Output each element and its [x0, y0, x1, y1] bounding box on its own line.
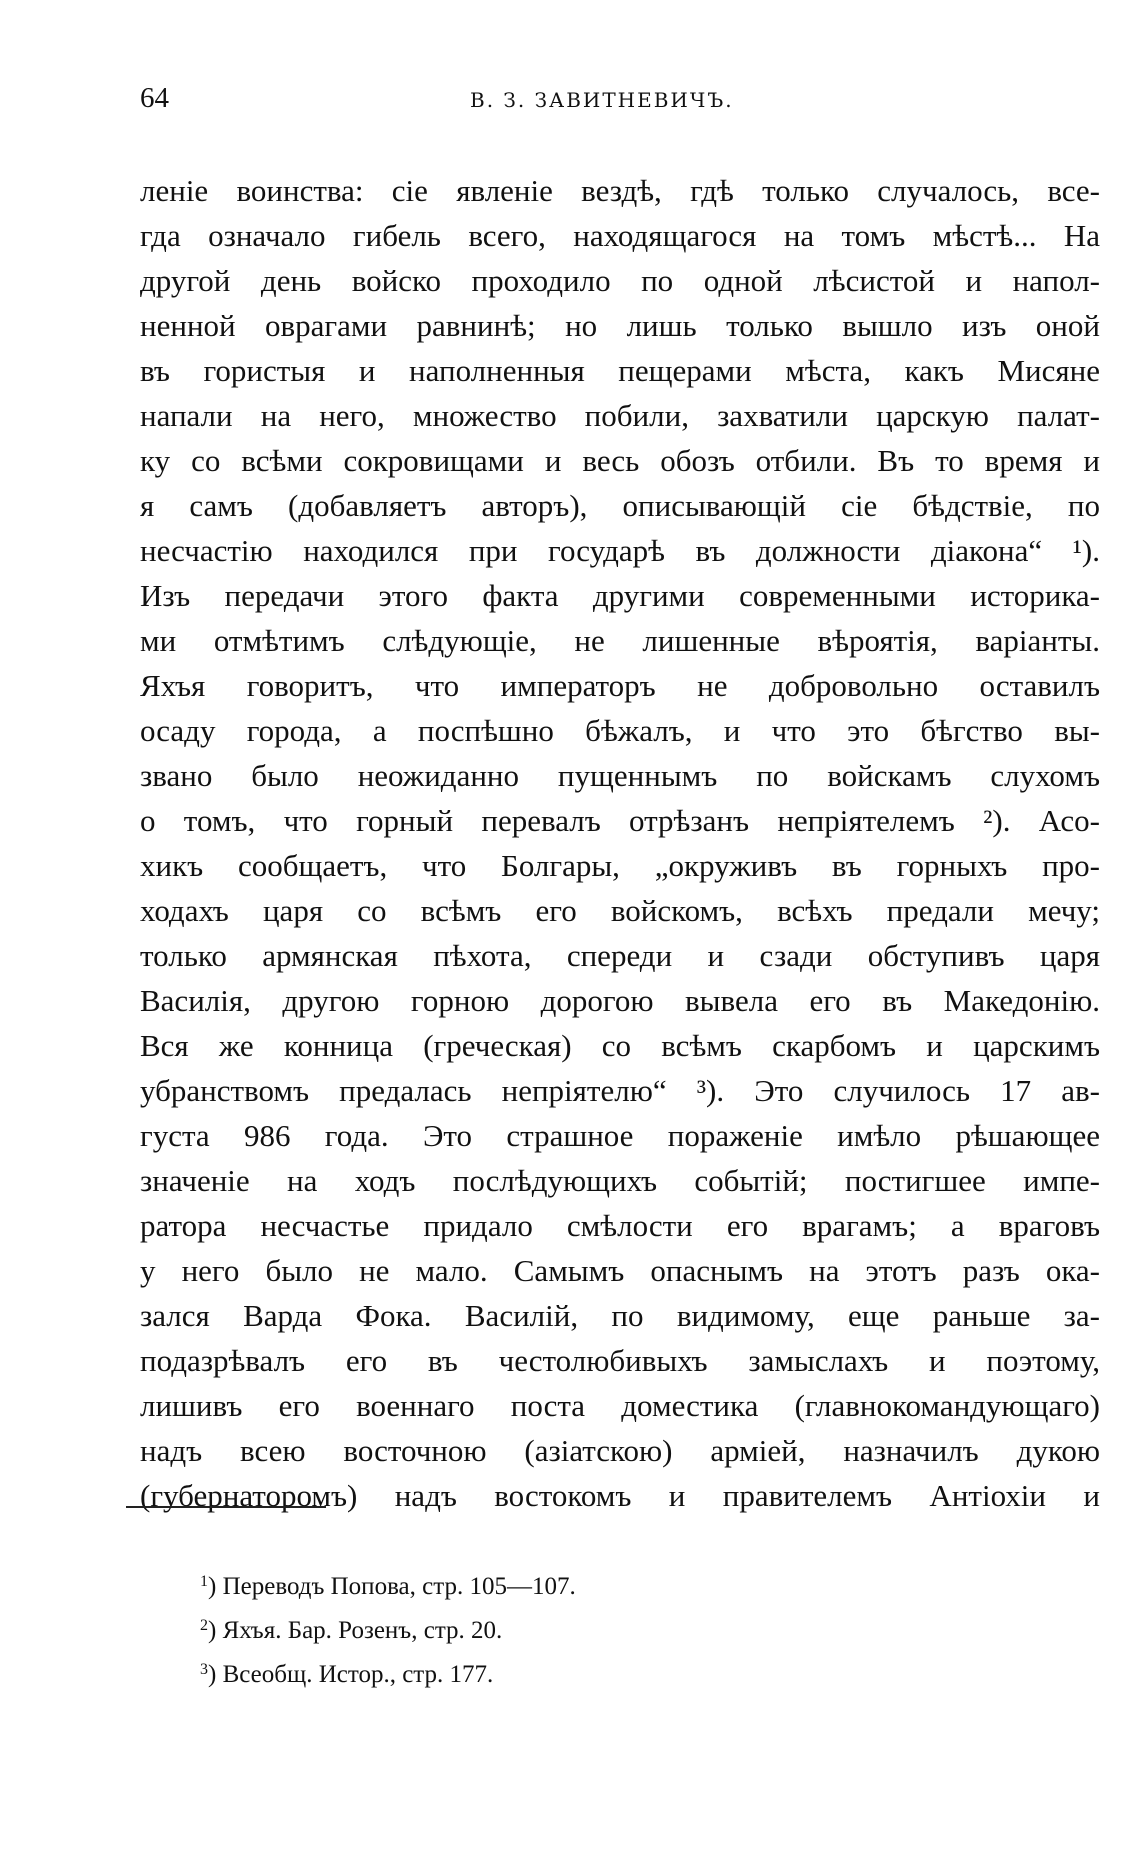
text-line: ку со всѣми сокровищами и весь обозъ отбили. Въ то время и	[140, 443, 1100, 478]
text-line: ненной оврагами равнинѣ; но лишь только вышло изъ оной	[140, 308, 1100, 343]
text-line: Вся же конница (греческая) со всѣмъ скарбомъ и царскимъ	[140, 1028, 1100, 1063]
text-line: зался Варда Фока. Василій, по видимому, еще раньше за-	[140, 1298, 1100, 1333]
text-line: напали на него, множество побили, захватили царскую палат-	[140, 398, 1100, 433]
text-line: Яхъя говоритъ, что императоръ не добровольно оставилъ	[140, 668, 1100, 703]
footnote	[200, 1604, 900, 1648]
footnote	[200, 1560, 900, 1604]
text-line: въ гористыя и наполненныя пещерами мѣста, какъ Мисяне	[140, 353, 1100, 388]
text-line: несчастію находился при государѣ въ должности діакона“ ¹).	[140, 533, 1100, 568]
text-line: ратора несчастье придало смѣлости его врагамъ; а враговъ	[140, 1208, 1100, 1243]
footnote-text: ) Всеобщ. Истор., стр. 177.	[208, 1661, 494, 1688]
text-line: надъ всею восточною (азіатскою) арміей, назначилъ дукою	[140, 1433, 1100, 1468]
text-line: гда означало гибель всего, находящагося на томъ мѣстѣ... На	[140, 218, 1100, 253]
text-line: хикъ сообщаетъ, что Болгары, „окруживъ въ горныхъ про-	[140, 848, 1100, 883]
text-line: звано было неожиданно пущеннымъ по войскамъ слухомъ	[140, 758, 1100, 793]
text-line: значеніе на ходъ послѣдующихъ событій; постигшее импе-	[140, 1163, 1100, 1198]
footnote-mark: 1	[200, 1573, 208, 1590]
footnotes	[200, 1560, 900, 1692]
footnote-mark: 2	[200, 1617, 208, 1634]
page-header	[140, 82, 1100, 122]
page-number: 64	[140, 82, 169, 114]
text-line: осаду города, а поспѣшно бѣжалъ, и что это бѣгство вы-	[140, 713, 1100, 748]
text-line: у него было не мало. Самымъ опаснымъ на этотъ разъ ока-	[140, 1253, 1100, 1288]
body-text	[140, 168, 1100, 1518]
text-line: лишивъ его военнаго поста доместика (главнокомандующаго)	[140, 1388, 1100, 1423]
text-line: густа 986 года. Это страшное пораженіе имѣло рѣшающее	[140, 1118, 1100, 1153]
text-line: Изъ передачи этого факта другими современными историка-	[140, 578, 1100, 613]
text-line: Василія, другою горною дорогою вывела его въ Македонію.	[140, 983, 1100, 1018]
text-line: о томъ, что горный перевалъ отрѣзанъ непріятелемъ ²). Асо-	[140, 803, 1100, 838]
text-line: (губернаторомъ) надъ востокомъ и правителемъ Антіохіи и	[140, 1478, 1100, 1513]
footnote-divider	[126, 1506, 326, 1508]
footnote-text: ) Переводъ Попова, стр. 105—107.	[208, 1573, 576, 1600]
text-line: убранствомъ предалась непріятелю“ ³). Это случилось 17 ав-	[140, 1073, 1100, 1108]
text-line: подазрѣвалъ его въ честолюбивыхъ замыслахъ и поэтому,	[140, 1343, 1100, 1378]
text-line: леніе воинства: сіе явленіе вездѣ, гдѣ только случалось, все-	[140, 173, 1100, 208]
text-line: ходахъ царя со всѣмъ его войскомъ, всѣхъ предали мечу;	[140, 893, 1100, 928]
text-line: ми отмѣтимъ слѣдующіе, не лишенные вѣроятія, варіанты.	[140, 623, 1100, 658]
text-line: только армянская пѣхота, спереди и сзади обступивъ царя	[140, 938, 1100, 973]
running-head: В. З. ЗАВИТНЕВИЧЪ.	[470, 88, 734, 112]
text-line: я самъ (добавляетъ авторъ), описывающій сіе бѣдствіе, по	[140, 488, 1100, 523]
footnote	[200, 1648, 900, 1692]
footnote-text: ) Яхъя. Бар. Розенъ, стр. 20.	[208, 1617, 503, 1644]
footnote-mark: 3	[200, 1661, 208, 1678]
text-line: другой день войско проходило по одной лѣсистой и напол-	[140, 263, 1100, 298]
